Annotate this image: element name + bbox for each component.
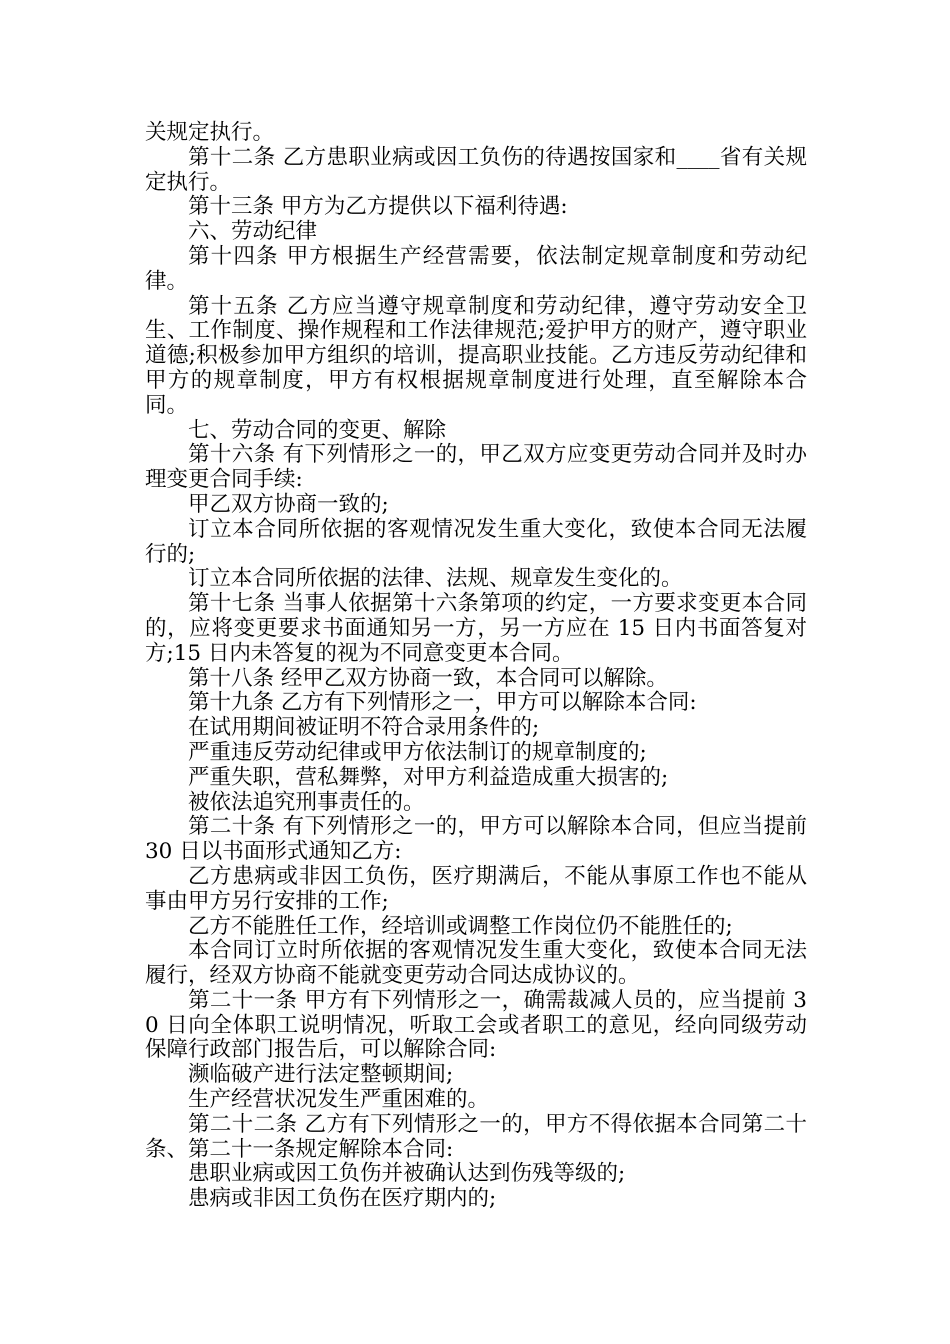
list-item: 乙方患病或非因工负伤，医疗期满后，不能从事原工作也不能从事由甲方另行安排的工作;: [145, 863, 807, 914]
list-item: 订立本合同所依据的客观情况发生重大变化，致使本合同无法履行的;: [145, 516, 807, 567]
article-15: 第十五条 乙方应当遵守规章制度和劳动纪律，遵守劳动安全卫生、工作制度、操作规程和工作法律规范;爱护甲方的财产，遵守职业道德;积极参加甲方组织的培训，提高职业技能。乙方违反劳动纪律和甲方的规章制度，甲方有权根据规章制度进行处理，直至解除本合同。: [145, 293, 807, 418]
paragraph-continuation: 关规定执行。: [145, 120, 275, 145]
list-item: 被依法追究刑事责任的。: [188, 789, 425, 815]
article-19: 第十九条 乙方有下列情形之一，甲方可以解除本合同:: [188, 690, 697, 716]
section-heading-labor-discipline: 六、劳动纪律: [188, 219, 318, 245]
article-20: 第二十条 有下列情形之一的，甲方可以解除本合同，但应当提前 30 日以书面形式通知乙方:: [145, 814, 814, 865]
section-heading-contract-change: 七、劳动合同的变更、解除: [188, 417, 447, 443]
list-item: 订立本合同所依据的法律、法规、规章发生变化的。: [188, 566, 683, 592]
list-item: 严重失职，营私舞弊，对甲方利益造成重大损害的;: [188, 764, 669, 790]
list-item: 生产经营状况发生严重困难的。: [188, 1087, 490, 1113]
list-item: 患职业病或因工负伤并被确认达到伤残等级的;: [188, 1161, 626, 1187]
list-item: 甲乙双方协商一致的;: [188, 491, 389, 517]
list-item: 濒临破产进行法定整顿期间;: [188, 1062, 454, 1088]
article-17: 第十七条 当事人依据第十六条第项的约定，一方要求变更本合同的，应将变更要求书面通知另一方，另一方应在 15 日内书面答复对方;15 日内未答复的视为不同意变更本合同。: [145, 591, 807, 666]
article-13: 第十三条 甲方为乙方提供以下福利待遇:: [188, 194, 568, 220]
list-item: 本合同订立时所依据的客观情况发生重大变化，致使本合同无法履行，经双方协商不能就变更劳动合同达成协议的。: [145, 938, 807, 989]
article-12: 第十二条 乙方患职业病或因工负伤的待遇按国家和____省有关规定执行。: [145, 144, 807, 195]
list-item: 在试用期间被证明不符合录用条件的;: [188, 715, 540, 741]
article-18: 第十八条 经甲乙双方协商一致，本合同可以解除。: [188, 665, 668, 691]
article-16: 第十六条 有下列情形之一的，甲乙双方应变更劳动合同并及时办理变更合同手续:: [145, 442, 807, 493]
article-21: 第二十一条 甲方有下列情形之一，确需裁减人员的，应当提前 30 日向全体职工说明情况，听取工会或者职工的意见，经向同级劳动保障行政部门报告后，可以解除合同:: [145, 987, 807, 1063]
document-body: [145, 120, 814, 1212]
article-14: 第十四条 甲方根据生产经营需要，依法制定规章制度和劳动纪律。: [145, 243, 807, 294]
article-22: 第二十二条 乙方有下列情形之一的，甲方不得依据本合同第二十条、第二十一条规定解除本合同:: [145, 1111, 807, 1162]
list-item: 严重违反劳动纪律或甲方依法制订的规章制度的;: [188, 739, 647, 765]
list-item: 患病或非因工负伤在医疗期内的;: [188, 1186, 497, 1212]
list-item: 乙方不能胜任工作，经培训或调整工作岗位仍不能胜任的;: [188, 913, 733, 939]
